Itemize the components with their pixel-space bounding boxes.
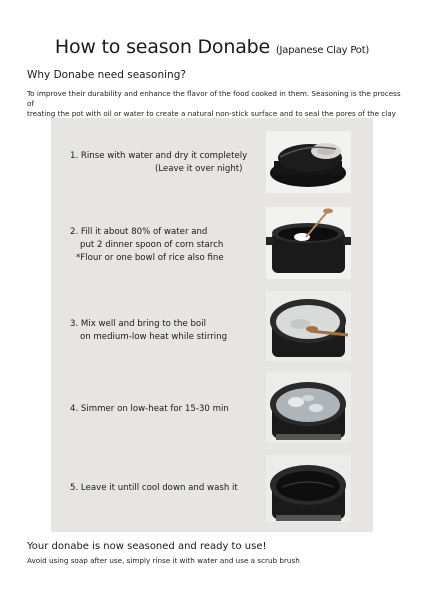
pot-simmering-icon <box>266 372 351 442</box>
intro-paragraph <box>27 89 407 119</box>
step-2-text <box>70 226 224 265</box>
intro-line-1: To improve their durability and enhance the flavor of the food cooked in them. Seasoning is the process of <box>27 89 401 108</box>
step-5-text <box>70 482 238 495</box>
footer-ready-text: Your donabe is now seasoned and ready to use! <box>27 541 267 552</box>
step-2-line-3: *Flour or one bowl of rice also fine <box>76 253 224 263</box>
step-3-text <box>70 318 227 344</box>
pot-with-starch-icon <box>266 207 351 279</box>
step-1-text <box>70 150 247 176</box>
intro-line-2: treating the pot with oil or water to create a natural non-stick surface and to seal the pores of the clay <box>27 109 396 118</box>
step-1-line-1: 1. Rinse with water and dry it completely <box>70 151 248 161</box>
step-3-line-1: 3. Mix well and bring to the boil <box>70 319 206 329</box>
step-3-line-2: on medium-low heat while stirring <box>80 332 228 342</box>
title-sub: (Japanese Clay Pot) <box>275 45 370 56</box>
step-1-line-2: (Leave it over night) <box>155 164 243 174</box>
page-title <box>0 36 424 58</box>
title-main: How to season Donabe <box>54 36 270 58</box>
step-5-line-1: 5. Leave it untill cool down and wash it <box>70 483 238 493</box>
step-2-line-2: put 2 dinner spoon of corn starch <box>80 240 224 250</box>
step-4-text <box>70 403 229 416</box>
footer-care-text: Avoid using soap after use, simply rinse it with water and use a scrub brush <box>27 556 300 565</box>
clay-pot-lid-icon <box>266 131 351 193</box>
step-4-line-1: 4. Simmer on low-heat for 15-30 min <box>70 404 229 414</box>
pot-stirring-icon <box>266 291 351 361</box>
pot-cooling-icon <box>266 455 351 522</box>
why-heading: Why Donabe need seasoning? <box>27 69 186 81</box>
step-2-line-1: 2. Fill it about 80% of water and <box>70 227 208 237</box>
